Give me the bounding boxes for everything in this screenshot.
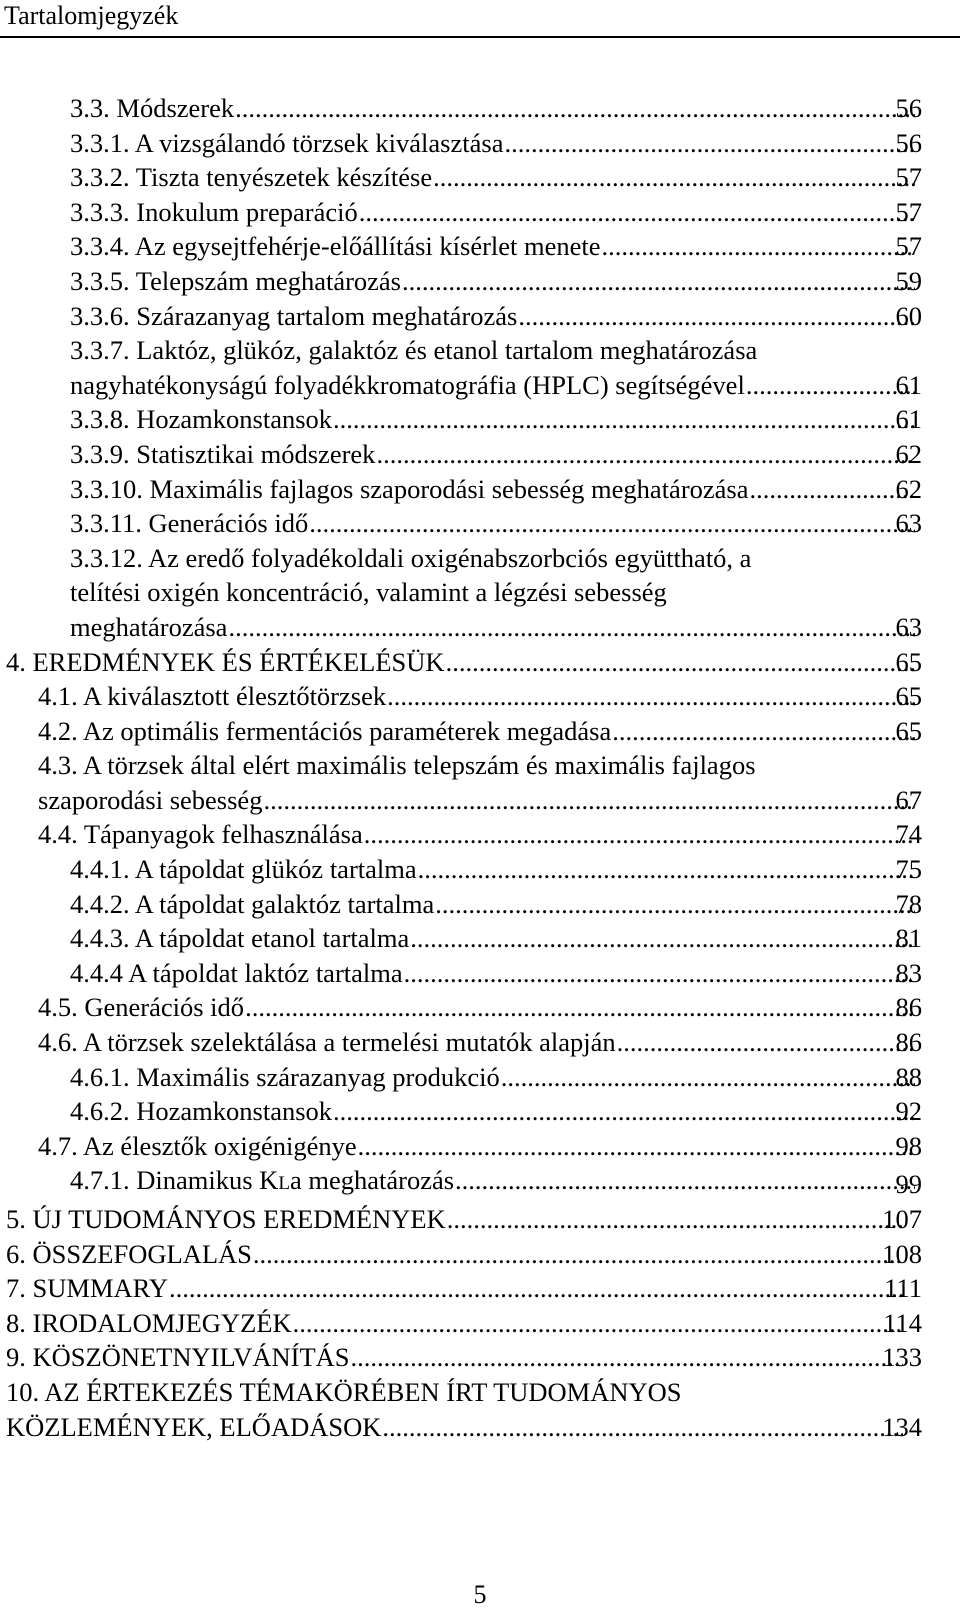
toc-page-number: 75 — [895, 854, 922, 885]
toc-page-number: 111 — [884, 1273, 922, 1304]
header-title: Tartalomjegyzék — [4, 1, 179, 30]
toc-entry[interactable] — [0, 1060, 960, 1095]
dot-leader — [244, 990, 915, 1025]
toc-page-number: 114 — [883, 1307, 922, 1338]
toc-page-number: 81 — [895, 923, 922, 954]
dot-leader — [308, 506, 915, 541]
toc-entry-title: 5. ÚJ TUDOMÁNYOS EREDMÉNYEK — [6, 1204, 446, 1234]
dot-leader — [401, 264, 915, 299]
toc-page-number: 108 — [882, 1238, 922, 1269]
dot-leader — [517, 299, 915, 334]
dot-leader — [601, 229, 915, 264]
dot-leader — [434, 887, 915, 922]
dot-leader — [358, 195, 915, 230]
toc-entry-title: nagyhatékonyságú folyadékkromatográfia (HPLC) segítségével — [70, 369, 745, 400]
toc-page-number: 98 — [895, 1130, 922, 1161]
toc-entry-title: 3.3.7. Laktóz, glükóz, galaktóz és etanol tartalom meghatározása — [70, 335, 758, 366]
toc-entry[interactable] — [0, 506, 960, 541]
toc-entry[interactable] — [0, 195, 960, 230]
toc-entry-title: 9. KÖSZÖNETNYILVÁNÍTÁS — [6, 1342, 350, 1373]
dot-leader — [445, 645, 915, 680]
dot-leader — [262, 783, 915, 818]
dot-leader — [332, 402, 915, 437]
dot-leader — [446, 1202, 903, 1237]
toc-entry[interactable] — [0, 1375, 960, 1444]
toc-page-number: 57 — [895, 231, 922, 262]
toc-entry[interactable] — [0, 472, 960, 507]
toc-entry[interactable] — [0, 1094, 960, 1129]
toc-page-number: 62 — [895, 438, 922, 469]
table-of-contents — [0, 91, 960, 1444]
dot-leader — [386, 679, 915, 714]
toc-entry-title: meghatározása — [70, 611, 228, 642]
dot-leader — [454, 1163, 915, 1198]
page-header — [0, 0, 960, 38]
toc-entry[interactable] — [0, 714, 960, 749]
toc-entry-title: 3.3.6. Szárazanyag tartalom meghatározás — [70, 300, 518, 331]
toc-entry-title: szaporodási sebesség — [38, 784, 263, 815]
dot-leader — [409, 921, 915, 956]
toc-entry[interactable] — [0, 1340, 960, 1375]
toc-entry-title: 3.3.4. Az egysejtfehérje-előállítási kísérlet menete — [70, 231, 601, 262]
toc-page-number: 59 — [895, 265, 922, 296]
toc-entry[interactable] — [0, 1129, 960, 1164]
toc-page-number: 56 — [895, 127, 922, 158]
toc-entry-title: 10. AZ ÉRTEKEZÉS TÉMAKÖRÉBEN ÍRT TUDOMÁNYOS — [6, 1376, 682, 1407]
toc-entry-title: 3.3.9. Statisztikai módszerek — [70, 438, 376, 469]
dot-leader — [381, 1410, 903, 1445]
toc-entry-title: 4.6.1. Maximális szárazanyag produkció — [70, 1061, 500, 1092]
toc-page-number: 83 — [895, 957, 922, 988]
toc-entry-title: 4.4.3. A tápoldat etanol tartalma — [70, 923, 410, 954]
toc-page-number: 86 — [895, 1027, 922, 1058]
toc-page-number: 57 — [895, 196, 922, 227]
toc-page-number: 99 — [895, 1169, 922, 1200]
dot-leader — [363, 817, 915, 852]
dot-leader — [350, 1340, 903, 1375]
toc-entry-title: 4.4.4 A tápoldat laktóz tartalma — [70, 957, 403, 988]
toc-page-number: 65 — [895, 715, 922, 746]
toc-page-number: 63 — [895, 508, 922, 539]
toc-entry[interactable] — [0, 748, 960, 817]
toc-entry[interactable] — [0, 264, 960, 299]
toc-entry-title: 3.3.11. Generációs idő — [70, 508, 309, 539]
toc-entry[interactable] — [0, 1306, 960, 1341]
dot-leader — [227, 610, 915, 645]
dot-leader — [292, 1306, 903, 1341]
toc-entry[interactable] — [0, 921, 960, 956]
toc-entry-title: 4.1. A kiválasztott élesztőtörzsek — [38, 681, 387, 712]
dot-leader — [432, 160, 915, 195]
dot-leader — [503, 126, 915, 161]
toc-entry[interactable] — [0, 1163, 960, 1202]
toc-entry-title: 3.3.1. A vizsgálandó törzsek kiválasztása — [70, 127, 504, 158]
toc-entry[interactable] — [0, 402, 960, 437]
toc-entry-title: telítési oxigén koncentráció, valamint a légzési sebesség — [70, 577, 667, 608]
toc-entry-title: 3.3.3. Inokulum preparáció — [70, 196, 358, 227]
dot-leader — [417, 852, 915, 887]
toc-entry[interactable] — [0, 541, 960, 645]
toc-entry-title: 4.4.2. A tápoldat galaktóz tartalma — [70, 888, 435, 919]
toc-entry-title: 3.3.5. Telepszám meghatározás — [70, 265, 401, 296]
toc-page-number: 92 — [895, 1096, 922, 1127]
toc-entry-title: 6. ÖSSZEFOGLALÁS — [6, 1238, 252, 1269]
toc-entry-title: 3.3.12. Az eredő folyadékoldali oxigénabszorbciós együttható, a — [70, 542, 752, 573]
dot-leader — [234, 91, 915, 126]
toc-entry-subscript: L — [278, 1173, 290, 1195]
dot-leader — [749, 472, 916, 507]
page-number: 5 — [473, 1580, 487, 1609]
toc-entry[interactable] — [0, 160, 960, 195]
toc-page-number: 60 — [895, 300, 922, 331]
toc-page-number: 88 — [895, 1061, 922, 1092]
toc-entry[interactable] — [0, 126, 960, 161]
toc-page-number: 62 — [895, 473, 922, 504]
toc-entry[interactable] — [0, 333, 960, 402]
toc-entry-title: KÖZLEMÉNYEK, ELŐADÁSOK — [6, 1411, 382, 1442]
toc-page-number: 65 — [895, 646, 922, 677]
toc-entry-title: 4.7. Az élesztők oxigénigénye — [38, 1130, 357, 1161]
toc-entry[interactable] — [0, 91, 960, 126]
toc-page-number: 61 — [895, 404, 922, 435]
toc-page-number: 107 — [882, 1204, 922, 1234]
toc-entry-title: 4.4.1. A tápoldat glükóz tartalma — [70, 854, 417, 885]
toc-entry-title-continued: a meghatározás — [289, 1165, 455, 1196]
toc-entry[interactable] — [0, 817, 960, 852]
toc-page-number: 67 — [895, 784, 922, 815]
toc-entry[interactable] — [0, 299, 960, 334]
dot-leader — [332, 1094, 915, 1129]
toc-entry-title: 4.4. Tápanyagok felhasználása — [38, 819, 363, 850]
toc-entry[interactable] — [0, 956, 960, 991]
toc-entry-title: 3.3.8. Hozamkonstansok — [70, 404, 333, 435]
toc-entry[interactable] — [0, 645, 960, 680]
toc-entry[interactable] — [0, 852, 960, 887]
toc-entry[interactable] — [0, 229, 960, 264]
toc-page-number: 78 — [895, 888, 922, 919]
toc-entry-title: 4. EREDMÉNYEK ÉS ÉRTÉKELÉSÜK — [6, 646, 445, 677]
dot-leader — [403, 956, 915, 991]
toc-page-number: 134 — [882, 1411, 922, 1442]
toc-entry[interactable] — [0, 887, 960, 922]
toc-entry[interactable] — [0, 1025, 960, 1060]
dot-leader — [357, 1129, 915, 1164]
toc-entry[interactable] — [0, 990, 960, 1025]
toc-entry-title: 4.6. A törzsek szelektálása a termelési mutatók alapján — [38, 1027, 616, 1058]
toc-entry-title: 4.2. Az optimális fermentációs paraméterek megadása — [38, 715, 612, 746]
toc-entry-title: 3.3.10. Maximális fajlagos szaporodási sebesség meghatározása — [70, 473, 749, 504]
toc-entry[interactable] — [0, 1202, 960, 1237]
toc-page-number: 133 — [882, 1342, 922, 1373]
toc-entry[interactable] — [0, 1271, 960, 1306]
toc-entry-title: 3.3.2. Tiszta tenyészetek készítése — [70, 162, 433, 193]
toc-page-number: 65 — [895, 681, 922, 712]
toc-page-number: 63 — [895, 611, 922, 642]
toc-entry-title: 3.3. Módszerek — [70, 93, 235, 123]
dot-leader — [375, 437, 915, 472]
dot-leader — [500, 1060, 915, 1095]
toc-page-number: 61 — [895, 369, 922, 400]
dot-leader — [616, 1025, 915, 1060]
toc-page-number: 57 — [895, 162, 922, 193]
toc-page-number: 56 — [895, 93, 922, 123]
toc-entry-title: 4.5. Generációs idő — [38, 992, 245, 1023]
toc-entry-title: 8. IRODALOMJEGYZÉK — [6, 1307, 292, 1338]
toc-page-number: 74 — [895, 819, 922, 850]
dot-leader — [745, 368, 915, 403]
toc-entry-title: 4.3. A törzsek által elért maximális telepszám és maximális fajlagos — [38, 750, 756, 781]
toc-entry[interactable] — [0, 437, 960, 472]
dot-leader — [252, 1237, 903, 1272]
dot-leader — [168, 1271, 903, 1306]
toc-entry[interactable] — [0, 1237, 960, 1272]
toc-entry-title: 7. SUMMARY — [6, 1273, 168, 1304]
toc-entry[interactable] — [0, 679, 960, 714]
toc-entry-title: 4.7.1. Dinamikus K — [70, 1165, 279, 1196]
dot-leader — [611, 714, 915, 749]
toc-entry-title: 4.6.2. Hozamkonstansok — [70, 1096, 333, 1127]
toc-page-number: 86 — [895, 992, 922, 1023]
